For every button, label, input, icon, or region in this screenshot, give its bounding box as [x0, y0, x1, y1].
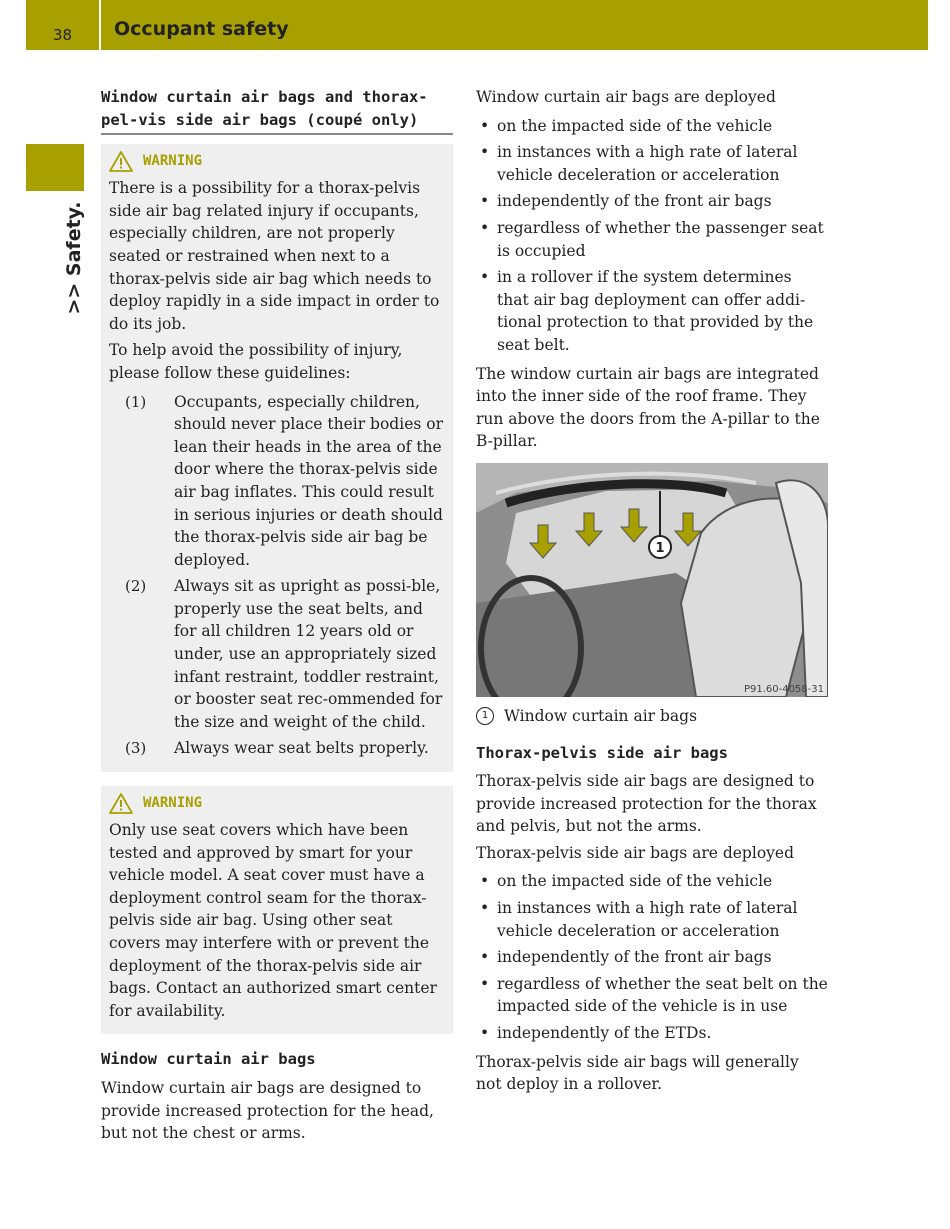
left-column [101, 86, 453, 1149]
right-column [476, 86, 828, 1100]
deploy-list-thorax [476, 870, 828, 1044]
list-item [109, 737, 445, 760]
side-tab [26, 144, 84, 191]
list-item: • in instances with a high rate of lateral vehicle deceleration or acceleration [476, 897, 828, 942]
warning-header [109, 150, 445, 172]
body-paragraph: Thorax-pelvis side air bags are deployed [476, 843, 794, 862]
warning-paragraph: There is a possibility for a thorax-pelvis side air bag related injury if occupants, especially children, are not properly seated or restrained when next to a thorax-pelvis side air bag which needs to deploy rapidly in a side impact in order to do its job. [109, 179, 440, 333]
list-item: • independently of the ETDs. [476, 1022, 828, 1045]
list-text: Always sit as upright as possi-ble, properly use the seat belts, and for all children 12 years old or under, use an appropriately sized infant restraint, toddler restraint, or booster seat rec-ommended for the size and weight of the child. [174, 577, 443, 731]
warning-box-2 [101, 786, 453, 1034]
list-item: • regardless of whether the passenger seat is occupied [476, 217, 828, 262]
list-number: (2) [125, 577, 147, 596]
warning-title: WARNING [143, 153, 203, 170]
list-text: independently of the ETDs. [497, 1024, 712, 1043]
caption-number: 1 [476, 707, 494, 725]
side-label: >> Safety. [63, 201, 85, 315]
body-paragraph: The window curtain air bags are integrated into the inner side of the roof frame. They run above the doors from the A-pillar to the B-pillar. [476, 364, 820, 451]
list-item [109, 391, 445, 572]
list-item: • independently of the front air bags [476, 946, 828, 969]
heading-thorax-pelvis: Thorax-pelvis side air bags [476, 743, 728, 762]
list-item: • in a rollover if the system determines that air bag deployment can offer addi-tional protection to that provided by the seat belt. [476, 266, 828, 356]
warning-triangle-icon [109, 151, 133, 172]
list-text: in a rollover if the system determines that air bag deployment can offer addi-tional protection to that provided by the seat belt. [497, 268, 814, 354]
heading-window-curtain: Window curtain air bags [101, 1050, 316, 1069]
body-paragraph: Thorax-pelvis side air bags are designed to provide increased protection for the thorax and pelvis, but not the arms. [476, 772, 817, 836]
body-paragraph: Window curtain air bags are designed to provide increased protection for the head, but not the chest or arms. [101, 1078, 434, 1143]
list-item: • independently of the front air bags [476, 190, 828, 213]
list-text: on the impacted side of the vehicle [497, 116, 773, 135]
body-paragraph: Window curtain air bags are deployed [476, 88, 776, 106]
list-text: independently of the front air bags [497, 948, 772, 967]
list-number: (3) [125, 739, 147, 758]
list-number: (1) [125, 392, 147, 411]
list-text: regardless of whether the passenger seat is occupied [497, 218, 824, 260]
warning-header [109, 792, 445, 814]
warning-title: WARNING [143, 795, 203, 812]
list-item: • in instances with a high rate of lateral vehicle deceleration or acceleration [476, 141, 828, 186]
figure-caption [476, 705, 828, 728]
list-item: • on the impacted side of the vehicle [476, 870, 828, 893]
list-text: Occupants, especially children, should never place their bodies or lean their heads in the area of the door where the thorax-pelvis side air bag inflates. This could result in serious injuries or death should the thorax-pelvis side air bag be deployed. [174, 392, 443, 569]
warning-paragraph: To help avoid the possibility of injury, please follow these guidelines: [109, 341, 403, 382]
list-item: • on the impacted side of the vehicle [476, 115, 828, 138]
section-title: Occupant safety [114, 18, 289, 40]
list-item: • regardless of whether the seat belt on the impacted side of the vehicle is in use [476, 973, 828, 1018]
warning-triangle-icon [109, 793, 133, 814]
body-paragraph: Thorax-pelvis side air bags will generally not deploy in a rollover. [476, 1052, 799, 1094]
warning-box-1 [101, 144, 453, 772]
header-divider [99, 0, 101, 50]
car-interior-illustration [476, 463, 828, 697]
list-text: in instances with a high rate of lateral vehicle deceleration or acceleration [497, 143, 798, 184]
list-text: on the impacted side of the vehicle [497, 872, 773, 891]
caption-text: Window curtain air bags [504, 706, 698, 725]
heading-curtain-thorax: Window curtain air bags and thorax-pel-vis side air bags (coupé only) [101, 86, 453, 135]
list-item [109, 575, 445, 733]
list-text: regardless of whether the seat belt on the impacted side of the vehicle is in use [497, 974, 828, 1016]
figure-code: P91.60-4058-31 [743, 683, 824, 695]
deploy-list-curtain [476, 115, 828, 357]
warning-paragraph: Only use seat covers which have been tested and approved by smart for your vehicle model. A seat cover must have a deployment control seam for the thorax-pelvis side air bag. Using other seat covers may interfere with or prevent the deployment of the thorax-pelvis side air bags. Contact an authorized smart center for availability. [109, 821, 437, 1020]
page-number: 38 [52, 26, 73, 44]
list-text: Always wear seat belts properly. [174, 739, 429, 758]
airbag-figure [476, 463, 828, 697]
list-text: independently of the front air bags [497, 192, 772, 211]
callout-marker-icon: 1 [655, 540, 665, 556]
list-text: in instances with a high rate of lateral vehicle deceleration or acceleration [497, 899, 798, 940]
guideline-list [109, 391, 445, 761]
